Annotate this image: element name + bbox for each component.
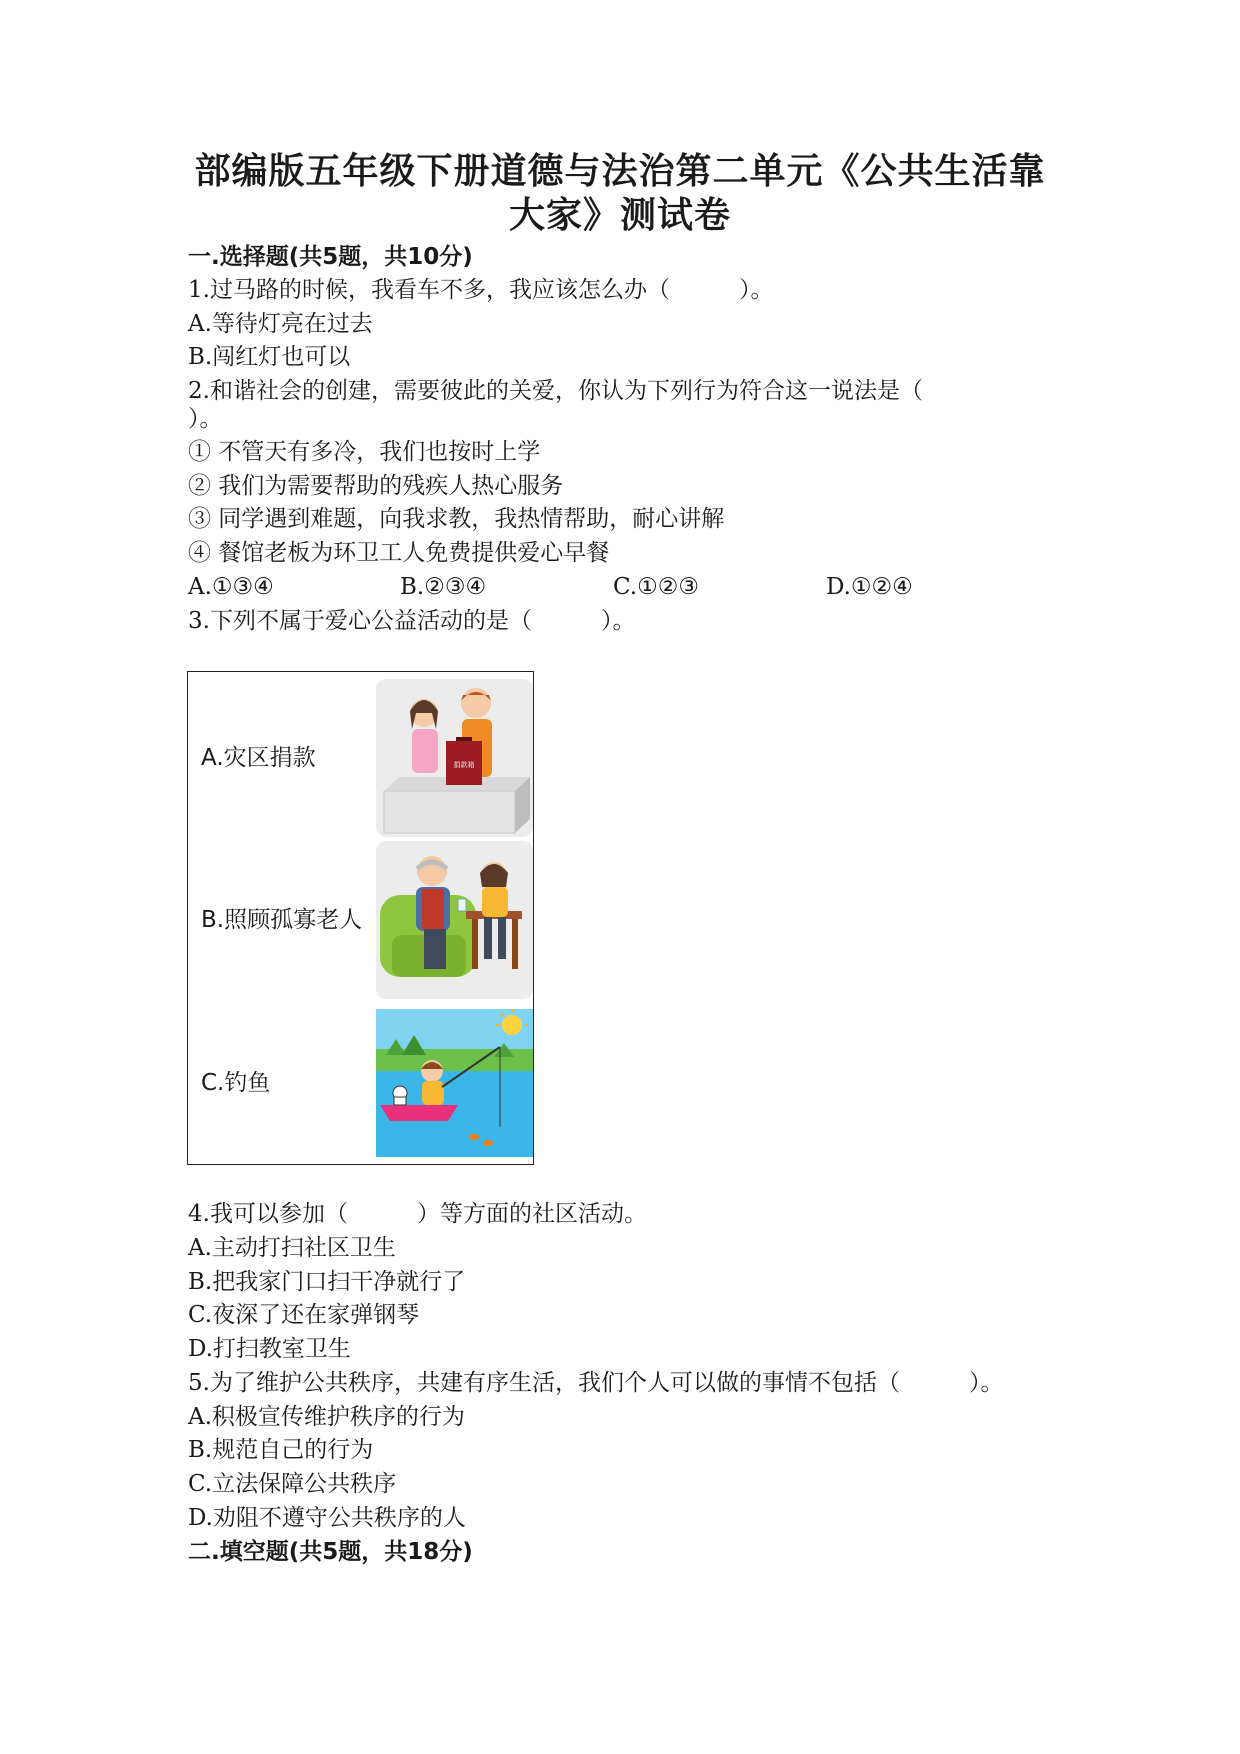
donation-box-label: 捐款箱 — [453, 761, 475, 769]
q2-item-4: ④ 餐馆老板为环卫工人免费提供爱心早餐 — [188, 540, 610, 566]
q2-item-1: ① 不管天有多冷，我们也按时上学 — [188, 439, 541, 465]
q4-option-d: D.打扫教室卫生 — [188, 1336, 351, 1362]
q2-item-3: ③ 同学遇到难题，向我求教，我热情帮助，耐心讲解 — [188, 506, 725, 532]
q5-option-a: A.积极宣传维护秩序的行为 — [188, 1404, 465, 1430]
q5-option-d: D.劝阻不遵守公共秩序的人 — [188, 1505, 466, 1531]
q3-figure — [187, 671, 534, 1165]
q2-stem-line2: ）。 — [188, 406, 223, 432]
q2-item-2: ② 我们为需要帮助的残疾人热心服务 — [188, 473, 564, 499]
q2-option-c: C.①②③ — [613, 574, 699, 600]
q5-stem: 5.为了维护公共秩序，共建有序生活，我们个人可以做的事情不包括（ ）。 — [188, 1370, 1004, 1396]
exam-title-line2: 大家》测试卷 — [508, 195, 731, 236]
q5-option-b: B.规范自己的行为 — [188, 1437, 374, 1463]
q2-option-d: D.①②④ — [826, 574, 913, 600]
figure-label-a: A.灾区捐款 — [201, 745, 316, 771]
q5-option-c: C.立法保障公共秩序 — [188, 1471, 397, 1497]
q3-stem: 3.下列不属于爱心公益活动的是（ ）。 — [188, 608, 636, 634]
q2-option-a: A.①③④ — [188, 574, 274, 600]
donation-picture — [376, 679, 533, 837]
q1-stem: 1.过马路的时候，我看车不多，我应该怎么办（ ）。 — [188, 277, 774, 303]
q4-option-b: B.把我家门口扫干净就行了 — [188, 1269, 466, 1295]
q2-option-b: B.②③④ — [400, 574, 487, 600]
q4-stem: 4.我可以参加（ ）等方面的社区活动。 — [188, 1201, 647, 1227]
q4-option-a: A.主动打扫社区卫生 — [188, 1235, 396, 1261]
q4-option-c: C.夜深了还在家弹钢琴 — [188, 1302, 420, 1328]
q1-option-a: A.等待灯亮在过去 — [188, 311, 373, 337]
q2-stem-line1: 2.和谐社会的创建，需要彼此的关爱，你认为下列行为符合这一说法是（ — [188, 378, 923, 404]
q1-option-b: B.闯红灯也可以 — [188, 344, 351, 370]
exam-title-line1: 部编版五年级下册道德与法治第二单元《公共生活靠 — [194, 151, 1046, 192]
section1-heading: 一.选择题(共5题，共10分) — [188, 244, 473, 270]
figure-label-c: C.钓鱼 — [201, 1070, 271, 1096]
fishing-picture — [376, 1009, 533, 1157]
elderly-care-picture — [376, 841, 533, 999]
figure-label-b: B.照顾孤寡老人 — [201, 907, 363, 933]
section2-heading: 二.填空题(共5题，共18分) — [188, 1539, 473, 1565]
